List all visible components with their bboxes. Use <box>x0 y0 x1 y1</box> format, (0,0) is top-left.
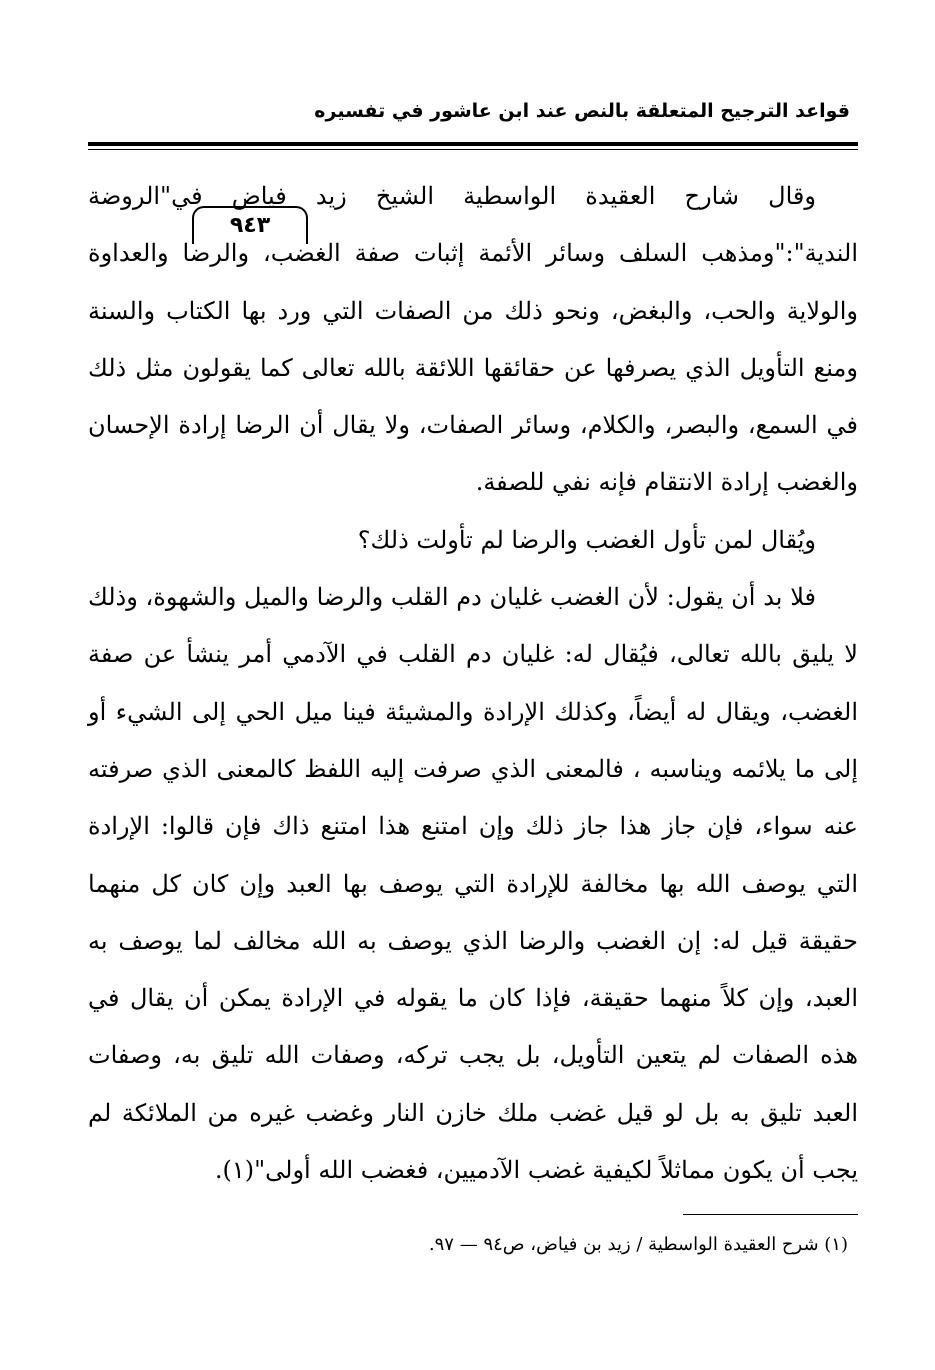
footnote: (١) شرح العقيدة الواسطية / زيد بن فياض، ص٩٤ — ٩٧. <box>428 1234 848 1255</box>
paragraph: ويُقال لمن تأول الغضب والرضا لم تأولت ذلك؟ <box>357 525 816 554</box>
running-title: قواعد الترجيح المتعلقة بالنص عند ابن عاشور في تفسيره <box>314 100 850 122</box>
paragraph: وقال شارح العقيدة الواسطية الشيخ زيد فياض في"الروضة الندية":"ومذهب السلف وسائر الأئمة إثبات صفة الغضب، والرضا والعداوة والولاية والحب، والبغض، ونحو ذلك من الصفات التي ورد بها الكتاب والسنة ومنع التأويل الذي يصرفها عن حقائقها اللائقة بالله تعالى كما يقولون مثل ذلك في السمع، والبصر، والكلام، وسائر الصفات، ولا يقال أن الرضا إرادة الإحسان والغضب إرادة الانتقام فإنه نفي للصفة. <box>88 182 859 497</box>
header-rule-thick <box>88 142 858 146</box>
page-number: ٩٤٣ <box>192 206 308 244</box>
header-rule-thin <box>88 149 858 150</box>
paragraph: فلا بد أن يقول: لأن الغضب غليان دم القلب والرضا والميل والشهوة، وذلك لا يليق بالله تعالى، فيُقال له: غليان دم القلب في الآدمي أمر ينشأ عن صفة الغضب، ويقال له أيضاً، وكذلك الإرادة والمشيئة فينا ميل الحي إلى الشيء أو إلى ما يلائمه ويناسبه ، فالمعنى الذي صرفت إليه اللفظ كالمعنى الذي صرفته عنه سواء، فإن جاز هذا جاز ذلك وإن امتنع هذا امتنع ذاك فإن قالوا: الإرادة التي يوصف الله بها مخالفة للإرادة التي يوصف بها العبد وإن كان كل منهما حقيقة قيل له: إن الغضب والرضا الذي يوصف به الله مخالف لما يوصف به العبد، وإن كلاً منهما حقيقة، فإذا كان ما يقوله في الإرادة يمكن أن يقال في هذه الصفات لم يتعين التأويل، بل يجب تركه، وصفات الله تليق به، وصفات العبد تليق به بل لو قيل غضب ملك خازن النار وغضب غيره من الملائكة لم يجب أن يكون مماثلاً لكيفية غضب الآدميين، فغضب الله أولى"(١). <box>88 583 859 1185</box>
main-text <box>88 168 858 1199</box>
page-header <box>88 96 858 238</box>
footnote-separator <box>683 1214 858 1215</box>
